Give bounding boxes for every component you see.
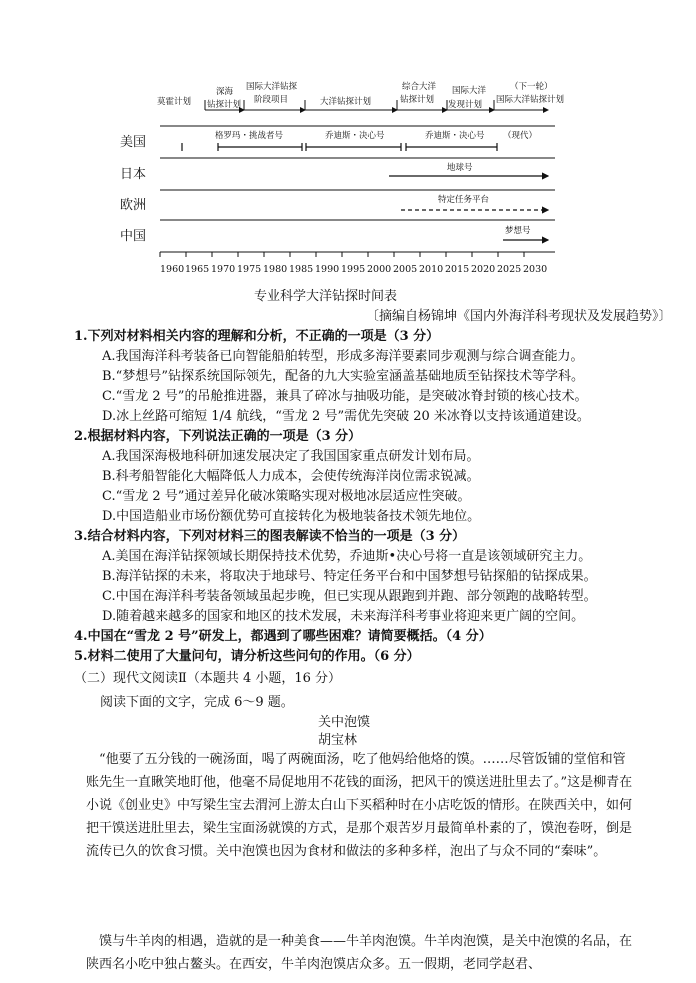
year-tick: 2010	[419, 264, 444, 275]
program-label-mohole: 莫霍计划	[157, 97, 192, 107]
program-label-ipod-1: 国际大洋钻探	[246, 82, 298, 92]
drilling-timeline-figure	[0, 0, 696, 300]
question-3-option-c: C.中国在海洋科考装备领域虽起步晚，但已实现从跟跑到并跑、部分领跑的战略转型。	[102, 589, 597, 604]
region-japan: 日本	[120, 167, 147, 182]
region-china: 中国	[120, 229, 147, 244]
ship-mengxiang: 梦想号	[505, 226, 531, 236]
question-2-option-c: C.“雪龙 2 号”通过差异化破冰策略实现对极地冰层适应性突破。	[102, 489, 471, 504]
question-4-stem: 4.中国在“雪龙 2 号”研发上，都遇到了哪些困难？请简要概括。（4 分）	[74, 629, 492, 644]
year-tick: 1990	[315, 264, 340, 275]
program-label-dsdp-1: 深海	[216, 87, 234, 97]
question-3-option-b: B.海洋钻探的未来，将取决于地球号、特定任务平台和中国梦想号钻探船的钻探成果。	[102, 569, 597, 584]
figure-source: 〔摘编自杨锦坤《国内外海洋科考现状及发展趋势》〕	[366, 309, 672, 324]
year-tick: 2020	[471, 264, 496, 275]
article-paragraph-2: 馍与牛羊肉的相遇，造就的是一种美食——牛羊肉泡馍。牛羊肉泡馍，是关中泡馍的名品，在陕西名小吃中独占鳌头。在西安，牛羊肉泡馍店众多。五一假期，老同学赵君、	[86, 934, 633, 972]
program-label-iodp-1: 综合大洋	[402, 82, 437, 92]
ship-modern-tag: （现代）	[503, 131, 538, 141]
question-1-option-b: B.“梦想号”钻探系统国际领先，配备的九大实验室涵盖基础地质至钻探技术等学科。	[102, 369, 584, 384]
year-tick: 1975	[237, 264, 262, 275]
program-label-dsdp-2: 钻探计划	[207, 100, 242, 110]
program-label-odp: 大洋钻探计划	[320, 97, 372, 107]
year-tick: 2015	[445, 264, 470, 275]
year-tick: 1980	[263, 264, 288, 275]
question-5-stem: 5.材料二使用了大量问句，请分析这些问句的作用。（6 分）	[74, 649, 420, 664]
year-tick: 1995	[341, 264, 366, 275]
article-author: 胡宝林	[318, 733, 358, 748]
program-label-iodp-2: 钻探计划	[400, 95, 435, 105]
question-1-stem: 1.下列对材料相关内容的理解和分析，不正确的一项是（3 分）	[74, 329, 440, 344]
question-2-option-b: B.科考船智能化大幅降低人力成本，会使传统海洋岗位需求锐减。	[102, 469, 480, 484]
program-label-iodp2-2: 发现计划	[448, 100, 483, 110]
year-tick: 1965	[185, 264, 210, 275]
region-us: 美国	[120, 135, 147, 150]
year-tick: 2000	[367, 264, 392, 275]
program-label-next-2: 国际大洋钻探计划	[496, 95, 565, 105]
year-tick: 1970	[211, 264, 236, 275]
question-1-option-a: A.我国海洋科考装备已向智能船舶转型，形成多海洋要素同步观测与综合调查能力。	[102, 349, 584, 364]
question-1-option-d: D.冰上丝路可缩短 1/4 航线，“雪龙 2 号”需优先突破 20 米冰脊以支持该通道建设。	[102, 409, 590, 424]
ship-chikyu: 地球号	[447, 163, 473, 173]
question-2-stem: 2.根据材料内容，下列说法正确的一项是（3 分）	[74, 429, 362, 444]
question-3-stem: 3.结合材料内容，下列对材料三的图表解读不恰当的一项是（3 分）	[74, 529, 466, 544]
question-3-option-a: A.美国在海洋钻探领域长期保持技术优势，乔迪斯•决心号将一直是该领域研究主力。	[102, 549, 592, 564]
region-europe: 欧洲	[120, 198, 147, 213]
year-tick: 2005	[393, 264, 418, 275]
article-title: 关中泡馍	[318, 715, 371, 730]
ship-glomar-challenger: 格罗玛・挑战者号	[215, 131, 284, 141]
question-1-option-c: C.“雪龙 2 号”的吊舱推进器，兼具了碎冰与抽吸功能，是突破冰脊封锁的核心技术。	[102, 389, 588, 404]
program-label-next-1: （下一轮）	[510, 82, 553, 92]
article-paragraph-1: “他要了五分钱的一碗汤面，喝了两碗面汤，吃了他妈给他烙的馍。……尽管饭铺的堂倌和管账先生一直瞅笑地盯他，他毫不局促地用不花钱的面汤，把风干的馍送进肚里去了。”这是柳青在小说《创业史》中写梁生宝去渭河上游太白山下买稻种时在小店吃饭的情形。在陕西关中，如何把干馍送进肚里去，梁生宝面汤就馍的方式，是那个艰苦岁月最简单朴素的了，馍泡卷呀，倒是流传已久的饮食习惯。关中泡馍也因为食材和做法的多种多样，泡出了与众不同的“秦味”。	[86, 752, 633, 859]
program-label-iodp2-1: 国际大洋	[452, 86, 487, 96]
section-heading: （二）现代文阅读Ⅱ（本题共 4 小题，16 分）	[74, 671, 342, 686]
ship-mission-specific-platform: 特定任务平台	[438, 195, 490, 205]
reading-instruction: 阅读下面的文字，完成 6～9 题。	[100, 695, 294, 710]
year-tick: 2025	[497, 264, 522, 275]
year-tick: 2030	[523, 264, 548, 275]
question-2-option-d: D.中国造船业市场份额优势可直接转化为极地装备技术领先地位。	[102, 509, 481, 524]
question-2-option-a: A.我国深海极地科研加速发展决定了我国国家重点研发计划布局。	[102, 449, 480, 464]
year-tick: 1985	[289, 264, 314, 275]
ship-joides-resolution-1: 乔迪斯・决心号	[325, 131, 385, 141]
question-3-option-d: D.随着越来越多的国家和地区的技术发展，未来海洋科考事业将迎来更广阔的空间。	[102, 609, 585, 624]
ship-joides-resolution-2: 乔迪斯・决心号	[425, 131, 485, 141]
year-tick: 1960	[160, 264, 185, 275]
program-label-ipod-2: 阶段项目	[254, 95, 289, 105]
figure-caption: 专业科学大洋钻探时间表	[254, 289, 398, 304]
